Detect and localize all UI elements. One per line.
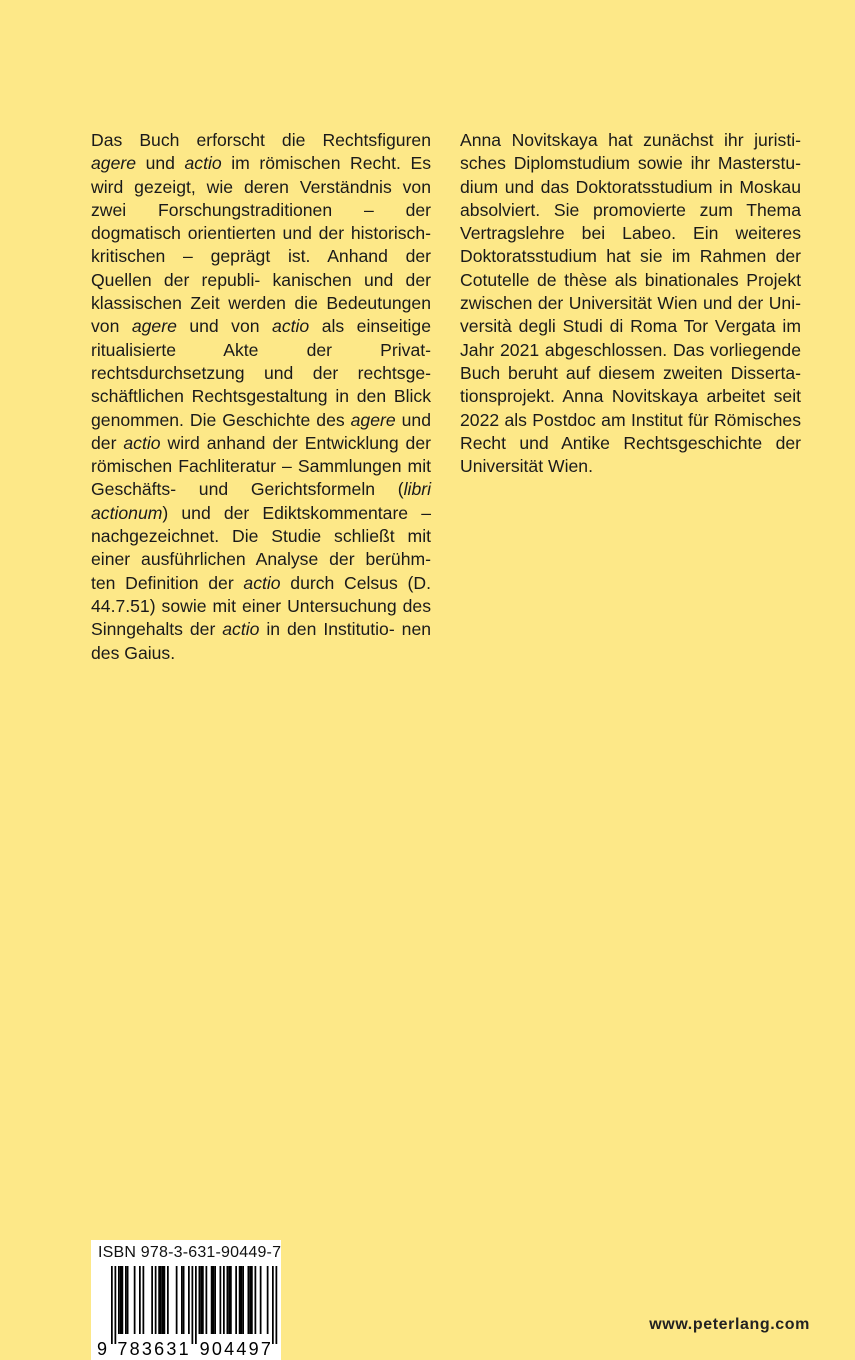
barcode-digit: 4 [224, 1339, 235, 1359]
text-segment: Vertragslehre bei Labeo. Ein weiteres [460, 223, 801, 244]
text-segment: Buch beruht auf diesem zweiten Disserta- [460, 362, 801, 383]
barcode-digit: 7 [117, 1339, 128, 1359]
text-line [91, 549, 431, 569]
text-line [91, 526, 431, 546]
text-segment: versità degli Studi di Roma Tor Vergata im [460, 316, 801, 337]
text-segment: Jahr 2021 abgeschlossen. Das vorliegende [460, 339, 801, 360]
italic-term: actio [222, 619, 260, 640]
italic-term: actio [184, 153, 222, 174]
text-segment: in den Institutio- [259, 619, 395, 640]
text-segment: und [145, 153, 185, 174]
barcode-bar [127, 1266, 129, 1334]
barcode-bar [143, 1266, 145, 1334]
text-segment: mit Geschäfts- und Gerichtsformeln ( [91, 456, 431, 500]
text-line [460, 456, 593, 476]
description-text [91, 129, 431, 665]
barcode-bar [118, 1266, 120, 1334]
barcode-bar [202, 1266, 204, 1334]
text-segment: genommen. Die Geschichte des [91, 409, 351, 430]
text-line [91, 386, 431, 406]
barcode-bar [125, 1266, 127, 1334]
barcode-bar [199, 1266, 201, 1334]
text-segment: Recht und Antike Rechtsgeschichte der [460, 432, 801, 453]
barcode-bar [122, 1266, 124, 1334]
text-segment: römischen Fachliteratur – Sammlungen [91, 456, 402, 477]
text-line [91, 433, 431, 453]
text-segment: (D. 44.7.51) sowie mit einer Untersuchung [91, 572, 431, 616]
text-segment: Doktoratsstudium hat sie im Rahmen der [460, 246, 801, 267]
isbn-barcode [91, 1240, 281, 1360]
barcode-bar [181, 1266, 183, 1334]
text-segment: dium und das Doktoratsstudium in Moskau [460, 176, 801, 197]
text-segment: schäftlichen Rechtsgestaltung in den Blick [91, 386, 431, 407]
text-segment: nen des Gaius. [91, 619, 432, 663]
text-segment: tionsprojekt. Anna Novitskaya arbeitet seit [460, 386, 801, 407]
barcode-digit: 9 [199, 1339, 210, 1359]
barcode-bar [255, 1266, 257, 1334]
text-segment: Cotutelle de thèse als binationales Projekt [460, 269, 801, 290]
italic-term: actionum [91, 502, 163, 523]
barcode-bar [211, 1266, 213, 1334]
author-bio-text [460, 129, 801, 478]
text-segment: ) und der Ediktskommentare – [162, 502, 431, 523]
isbn-label: ISBN 978-3-631-90449-7 [98, 1244, 282, 1261]
text-line [460, 177, 801, 197]
text-segment: rechtsdurchsetzung und der rechtsge- [91, 362, 431, 383]
barcode-digit: 8 [129, 1339, 140, 1359]
text-line [91, 363, 431, 383]
text-segment: orientierten und der historisch-kritischen – [91, 223, 431, 267]
barcode-digit: 9 [96, 1339, 108, 1359]
barcode-digit: 1 [178, 1339, 189, 1359]
barcode-bar [167, 1266, 169, 1334]
barcode-bar [241, 1266, 243, 1334]
barcode-bar [115, 1266, 117, 1344]
barcode-bar [267, 1266, 269, 1334]
text-line [460, 386, 801, 406]
text-line [460, 153, 801, 173]
text-line [460, 340, 801, 360]
text-line [460, 200, 801, 220]
barcode-bar [195, 1266, 197, 1344]
barcode-bar [188, 1266, 190, 1334]
text-segment: des Sinngehalts der [91, 595, 431, 640]
barcode-bar [251, 1266, 253, 1334]
text-segment: absolviert. Sie promovierte zum Thema [460, 199, 801, 220]
text-segment: gezeigt, wie deren Verständnis von zwei [91, 176, 432, 220]
text-segment: durch Celsus [280, 572, 398, 593]
text-line [460, 410, 801, 430]
barcode-bar [155, 1266, 157, 1334]
barcode-digit: 4 [236, 1339, 247, 1359]
text-segment: die Bedeutungen von [91, 293, 432, 337]
barcode-digit: 6 [154, 1339, 165, 1359]
text-line [460, 293, 801, 313]
barcode-bar [272, 1266, 274, 1344]
text-line [460, 363, 801, 383]
text-line [460, 246, 801, 266]
barcode-bar [228, 1266, 230, 1334]
barcode-bar [162, 1266, 164, 1334]
text-segment: der [91, 432, 124, 453]
text-segment: ten Definition der [91, 572, 244, 593]
barcode-bars [91, 1266, 281, 1360]
text-segment: Forschungstraditionen – der dogmatisch [91, 199, 432, 244]
text-segment: kanischen und der klassischen Zeit werden [91, 269, 431, 314]
barcode-bar [235, 1266, 237, 1334]
publisher-website: www.peterlang.com [649, 1316, 810, 1333]
text-line [460, 316, 801, 336]
barcode-bar [120, 1266, 122, 1334]
barcode-bar [214, 1266, 216, 1334]
text-line [460, 223, 801, 243]
text-line [91, 503, 431, 523]
text-segment: Das Buch erforscht die Rechtsfiguren [91, 130, 431, 150]
italic-term: agere [131, 316, 177, 337]
barcode-bar [223, 1266, 225, 1334]
barcode-bar [220, 1266, 222, 1334]
barcode-digit: 0 [211, 1339, 222, 1359]
barcode-bar [139, 1266, 141, 1334]
barcode-digit: 3 [141, 1339, 152, 1359]
barcode-bar [134, 1266, 136, 1334]
italic-term: libri [403, 479, 431, 500]
text-segment: zwischen der Universität Wien und der Uni- [460, 293, 801, 314]
text-line [91, 456, 402, 476]
barcode-bar [158, 1266, 160, 1334]
barcode-bar [213, 1266, 215, 1334]
text-segment: Anna Novitskaya hat zunächst ihr juristi- [460, 130, 801, 150]
barcode-bar [239, 1266, 241, 1334]
barcode-bar [249, 1266, 251, 1334]
barcode-bar [192, 1266, 194, 1344]
text-line [91, 410, 431, 430]
text-segment: Universität Wien. [460, 456, 593, 477]
text-line [460, 270, 801, 290]
barcode-digit: 7 [260, 1339, 271, 1359]
text-segment: als einseitige ritualisierte Akte der Privat- [91, 316, 431, 360]
italic-term: actio [243, 572, 281, 593]
barcode-bar [248, 1266, 250, 1334]
barcode-digit: 3 [166, 1339, 177, 1359]
barcode-bar [183, 1266, 185, 1334]
barcode-bar [111, 1266, 113, 1344]
barcode-bar [164, 1266, 166, 1334]
text-segment: geprägt ist. Anhand der Quellen der republi- [91, 246, 432, 290]
barcode-bar [227, 1266, 229, 1334]
barcode-bar [176, 1266, 178, 1334]
italic-term: actio [272, 316, 310, 337]
italic-term: actio [123, 432, 161, 453]
text-segment: nachgezeichnet. Die Studie schließt mit [91, 526, 431, 547]
text-line [460, 433, 801, 453]
text-segment: und von [176, 316, 273, 337]
barcode-bar [160, 1266, 162, 1334]
barcode-bar [206, 1266, 208, 1334]
text-segment: wird anhand der Entwicklung der [160, 432, 431, 453]
barcode-bar [276, 1266, 278, 1344]
text-segment: und [395, 409, 431, 430]
barcode-bar [200, 1266, 202, 1334]
barcode-digit: 9 [248, 1339, 259, 1359]
text-segment: 2022 als Postdoc am Institut für Römisches [460, 409, 801, 430]
text-segment: einer ausführlichen Analyse der berühm- [91, 549, 431, 570]
text-line [460, 130, 801, 150]
barcode-bar [230, 1266, 232, 1334]
italic-term: agere [91, 153, 136, 174]
italic-term: agere [350, 409, 396, 430]
text-line [91, 573, 398, 593]
text-segment: im römischen Recht. Es wird [91, 153, 431, 197]
barcode-bar [242, 1266, 244, 1334]
barcode-bar [151, 1266, 153, 1334]
barcode-bar [260, 1266, 262, 1334]
text-segment: sches Diplomstudium sowie ihr Masterstu- [460, 153, 801, 174]
